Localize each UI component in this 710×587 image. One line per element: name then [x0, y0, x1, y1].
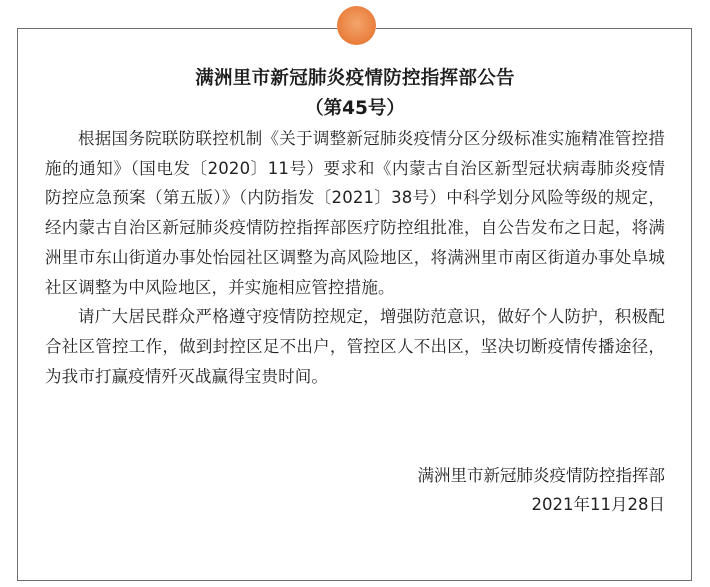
notice-title: 满洲里市新冠肺炎疫情防控指挥部公告 — [195, 68, 515, 89]
notice-number: （第45号） — [305, 98, 405, 119]
notice-paragraph-1: 根据国务院联防联控机制《关于调整新冠肺炎疫情分区分级标准实施精准管控措施的通知》（国电发〔2020〕11号）要求和《内蒙古自治区新型冠状病毒肺炎疫情防控应急预案（第五版）》（内防指发〔2021〕38号）中科学划分风险等级的规定，经内蒙古自治区新冠肺炎疫情防控指挥部医疗防控组批准，自公告发布之日起，将满洲里市东山街道办事处怡园社区调整为高风险地区，将满洲里市南区街道办事处阜城社区调整为中风险地区，并实施相应管控措施。 — [45, 129, 665, 297]
orange-circle-decoration — [337, 6, 376, 45]
frame-bottom-border — [17, 580, 692, 581]
issue-date: 2021年11月28日 — [531, 495, 665, 514]
frame-top-right-border — [376, 28, 692, 29]
notice-paragraph-2: 请广大居民群众严格遵守疫情防控规定，增强防范意识，做好个人防护，积极配合社区管控工作，做到封控区足不出户，管控区人不出区，坚决切断疫情传播途径，为我市打赢疫情歼灭战赢得宝贵时间。 — [45, 307, 665, 386]
signature-block — [418, 461, 666, 519]
notice-body — [45, 64, 665, 391]
frame-left-border — [17, 28, 18, 581]
frame-top-left-border — [17, 28, 337, 29]
frame-right-border — [691, 28, 692, 581]
issuer-name: 满洲里市新冠肺炎疫情防控指挥部 — [417, 466, 665, 485]
